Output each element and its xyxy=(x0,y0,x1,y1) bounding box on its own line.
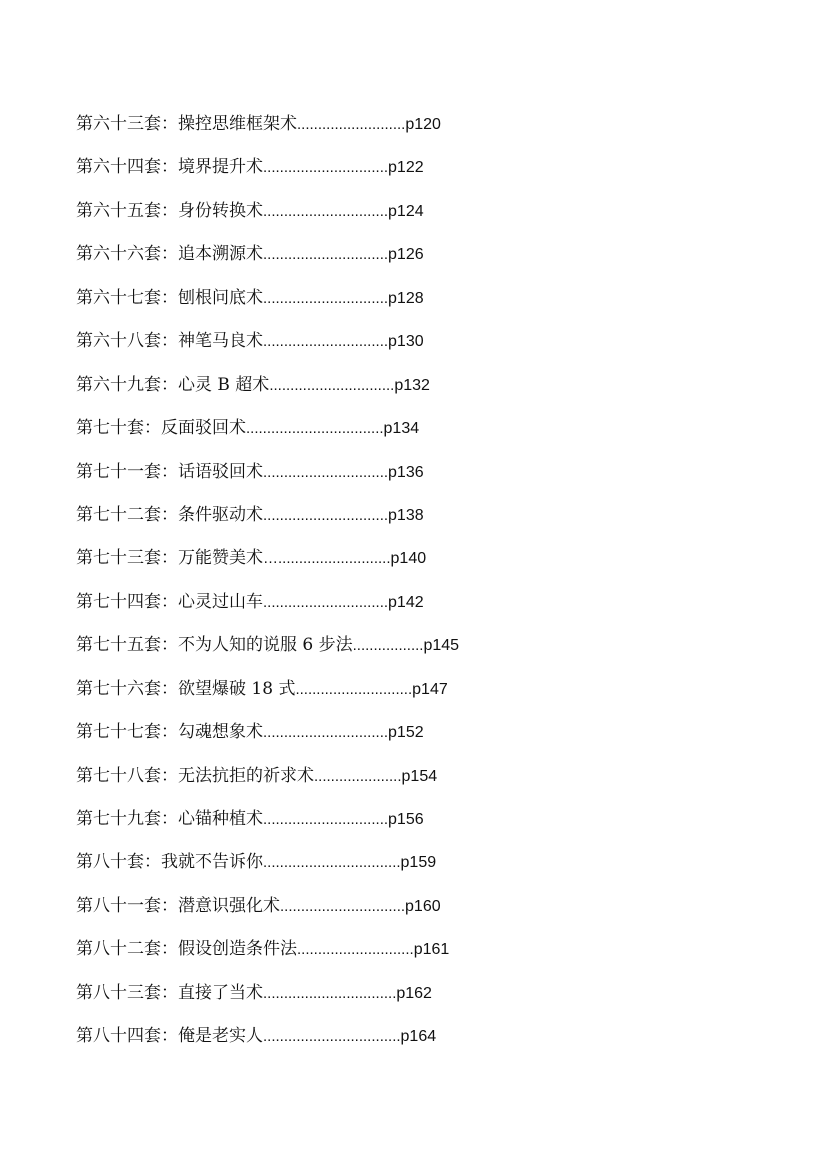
toc-entry[interactable] xyxy=(76,805,776,848)
table-of-contents xyxy=(76,110,776,1066)
toc-leader-dots: .............................. xyxy=(263,593,389,611)
toc-page-number: p136 xyxy=(388,463,424,481)
toc-entry[interactable] xyxy=(76,153,776,196)
toc-entry-title: 第六十五套：身份转换术 xyxy=(76,200,263,221)
toc-entry-title: 第七十二套：条件驱动术 xyxy=(76,504,263,525)
toc-page-number: p138 xyxy=(388,506,424,524)
toc-entry[interactable] xyxy=(76,240,776,283)
toc-entry-title: 第六十七套：刨根问底术 xyxy=(76,287,263,308)
toc-leader-dots: ................................. xyxy=(263,854,401,872)
toc-entry-title: 第八十二套：假设创造条件法 xyxy=(76,939,297,960)
toc-leader-dots: ............................ xyxy=(295,680,413,698)
toc-leader-dots: ............................ xyxy=(297,941,414,959)
toc-page-number: p156 xyxy=(388,811,424,828)
toc-entry-title: 第八十三套：直接了当术 xyxy=(76,982,263,1003)
toc-entry-title: 第八十一套：潜意识强化术 xyxy=(76,895,280,916)
toc-entry[interactable] xyxy=(76,327,776,370)
toc-entry-title: 第七十套：反面驳回术 xyxy=(76,418,246,439)
toc-entry[interactable] xyxy=(76,458,776,501)
toc-entry-title: 第六十三套：操控思维框架术 xyxy=(76,114,297,134)
toc-entry[interactable] xyxy=(76,1022,776,1065)
toc-page-number: p134 xyxy=(383,420,420,438)
toc-page-number: p162 xyxy=(396,984,432,1002)
toc-entry[interactable] xyxy=(76,588,776,631)
toc-page-number: p142 xyxy=(388,593,424,611)
toc-page-number: p164 xyxy=(400,1028,437,1046)
toc-page-number: p124 xyxy=(388,202,424,220)
toc-page-number: p161 xyxy=(413,941,450,959)
toc-entry[interactable] xyxy=(76,892,776,935)
toc-entry-title: 第七十九套：心锚种植术 xyxy=(76,809,263,829)
toc-entry-title: 第六十四套：境界提升术 xyxy=(76,157,263,178)
toc-entry[interactable] xyxy=(76,631,776,674)
toc-page-number: p159 xyxy=(400,854,437,872)
toc-entry-title: 第六十六套：追本溯源术 xyxy=(76,244,263,265)
toc-entry-title: 第七十五套：不为人知的说服 6 步法 xyxy=(76,635,353,656)
toc-entry[interactable] xyxy=(76,110,776,153)
toc-leader-dots: .............................. xyxy=(280,897,406,915)
toc-entry[interactable] xyxy=(76,935,776,978)
toc-leader-dots: ................................ xyxy=(263,984,397,1002)
toc-leader-dots: .............................. xyxy=(263,724,389,742)
toc-leader-dots: …........................... xyxy=(263,550,391,568)
toc-entry-title: 第七十八套：无法抗拒的祈求术 xyxy=(76,765,314,786)
toc-leader-dots: .............................. xyxy=(263,463,389,481)
toc-page-number: p145 xyxy=(423,637,460,655)
toc-leader-dots: ................................. xyxy=(246,420,384,438)
toc-entry-title: 第六十九套：心灵 B 超术 xyxy=(76,374,270,395)
toc-page-number: p154 xyxy=(401,767,438,785)
toc-page-number: p152 xyxy=(388,724,424,742)
toc-entry[interactable] xyxy=(76,762,776,805)
toc-entry-title: 第七十三套：万能赞美术 xyxy=(76,548,263,569)
toc-leader-dots: .............................. xyxy=(263,159,389,177)
toc-leader-dots: ................................. xyxy=(263,1028,401,1046)
toc-entry-title: 第七十一套：话语驳回术 xyxy=(76,461,263,482)
toc-leader-dots: .............................. xyxy=(269,376,395,394)
toc-page-number: p130 xyxy=(388,333,424,351)
toc-entry-title: 第七十四套：心灵过山车 xyxy=(76,591,263,612)
toc-leader-dots: ..................... xyxy=(314,767,402,785)
toc-page-number: p140 xyxy=(390,550,427,568)
toc-leader-dots: ................. xyxy=(352,637,424,655)
toc-page-number: p160 xyxy=(405,897,441,915)
toc-entry[interactable] xyxy=(76,979,776,1022)
toc-leader-dots: .......................... xyxy=(297,116,406,133)
toc-entry[interactable] xyxy=(76,284,776,327)
toc-page-number: p120 xyxy=(405,116,441,133)
toc-leader-dots: .............................. xyxy=(263,246,389,264)
toc-page-number: p128 xyxy=(388,289,424,307)
toc-entry[interactable] xyxy=(76,414,776,457)
toc-entry[interactable] xyxy=(76,848,776,891)
toc-entry-title: 第八十套：我就不告诉你 xyxy=(76,852,263,873)
toc-entry[interactable] xyxy=(76,675,776,718)
toc-entry-title: 第七十七套：勾魂想象术 xyxy=(76,722,263,743)
toc-entry[interactable] xyxy=(76,501,776,544)
toc-entry[interactable] xyxy=(76,718,776,761)
toc-entry[interactable] xyxy=(76,371,776,414)
toc-leader-dots: .............................. xyxy=(263,506,389,524)
toc-page-number: p147 xyxy=(412,680,448,698)
toc-entry[interactable] xyxy=(76,197,776,240)
toc-leader-dots: .............................. xyxy=(263,333,389,351)
toc-leader-dots: .............................. xyxy=(263,811,389,828)
toc-entry-title: 第七十六套：欲望爆破 18 式 xyxy=(76,678,296,699)
toc-leader-dots: .............................. xyxy=(263,289,389,307)
toc-leader-dots: .............................. xyxy=(263,202,389,220)
toc-page-number: p122 xyxy=(388,159,424,177)
toc-entry[interactable] xyxy=(76,544,776,587)
toc-page-number: p126 xyxy=(388,246,424,264)
toc-entry-title: 第八十四套：俺是老实人 xyxy=(76,1026,263,1047)
toc-entry-title: 第六十八套：神笔马良术 xyxy=(76,331,263,352)
toc-page-number: p132 xyxy=(394,376,430,394)
